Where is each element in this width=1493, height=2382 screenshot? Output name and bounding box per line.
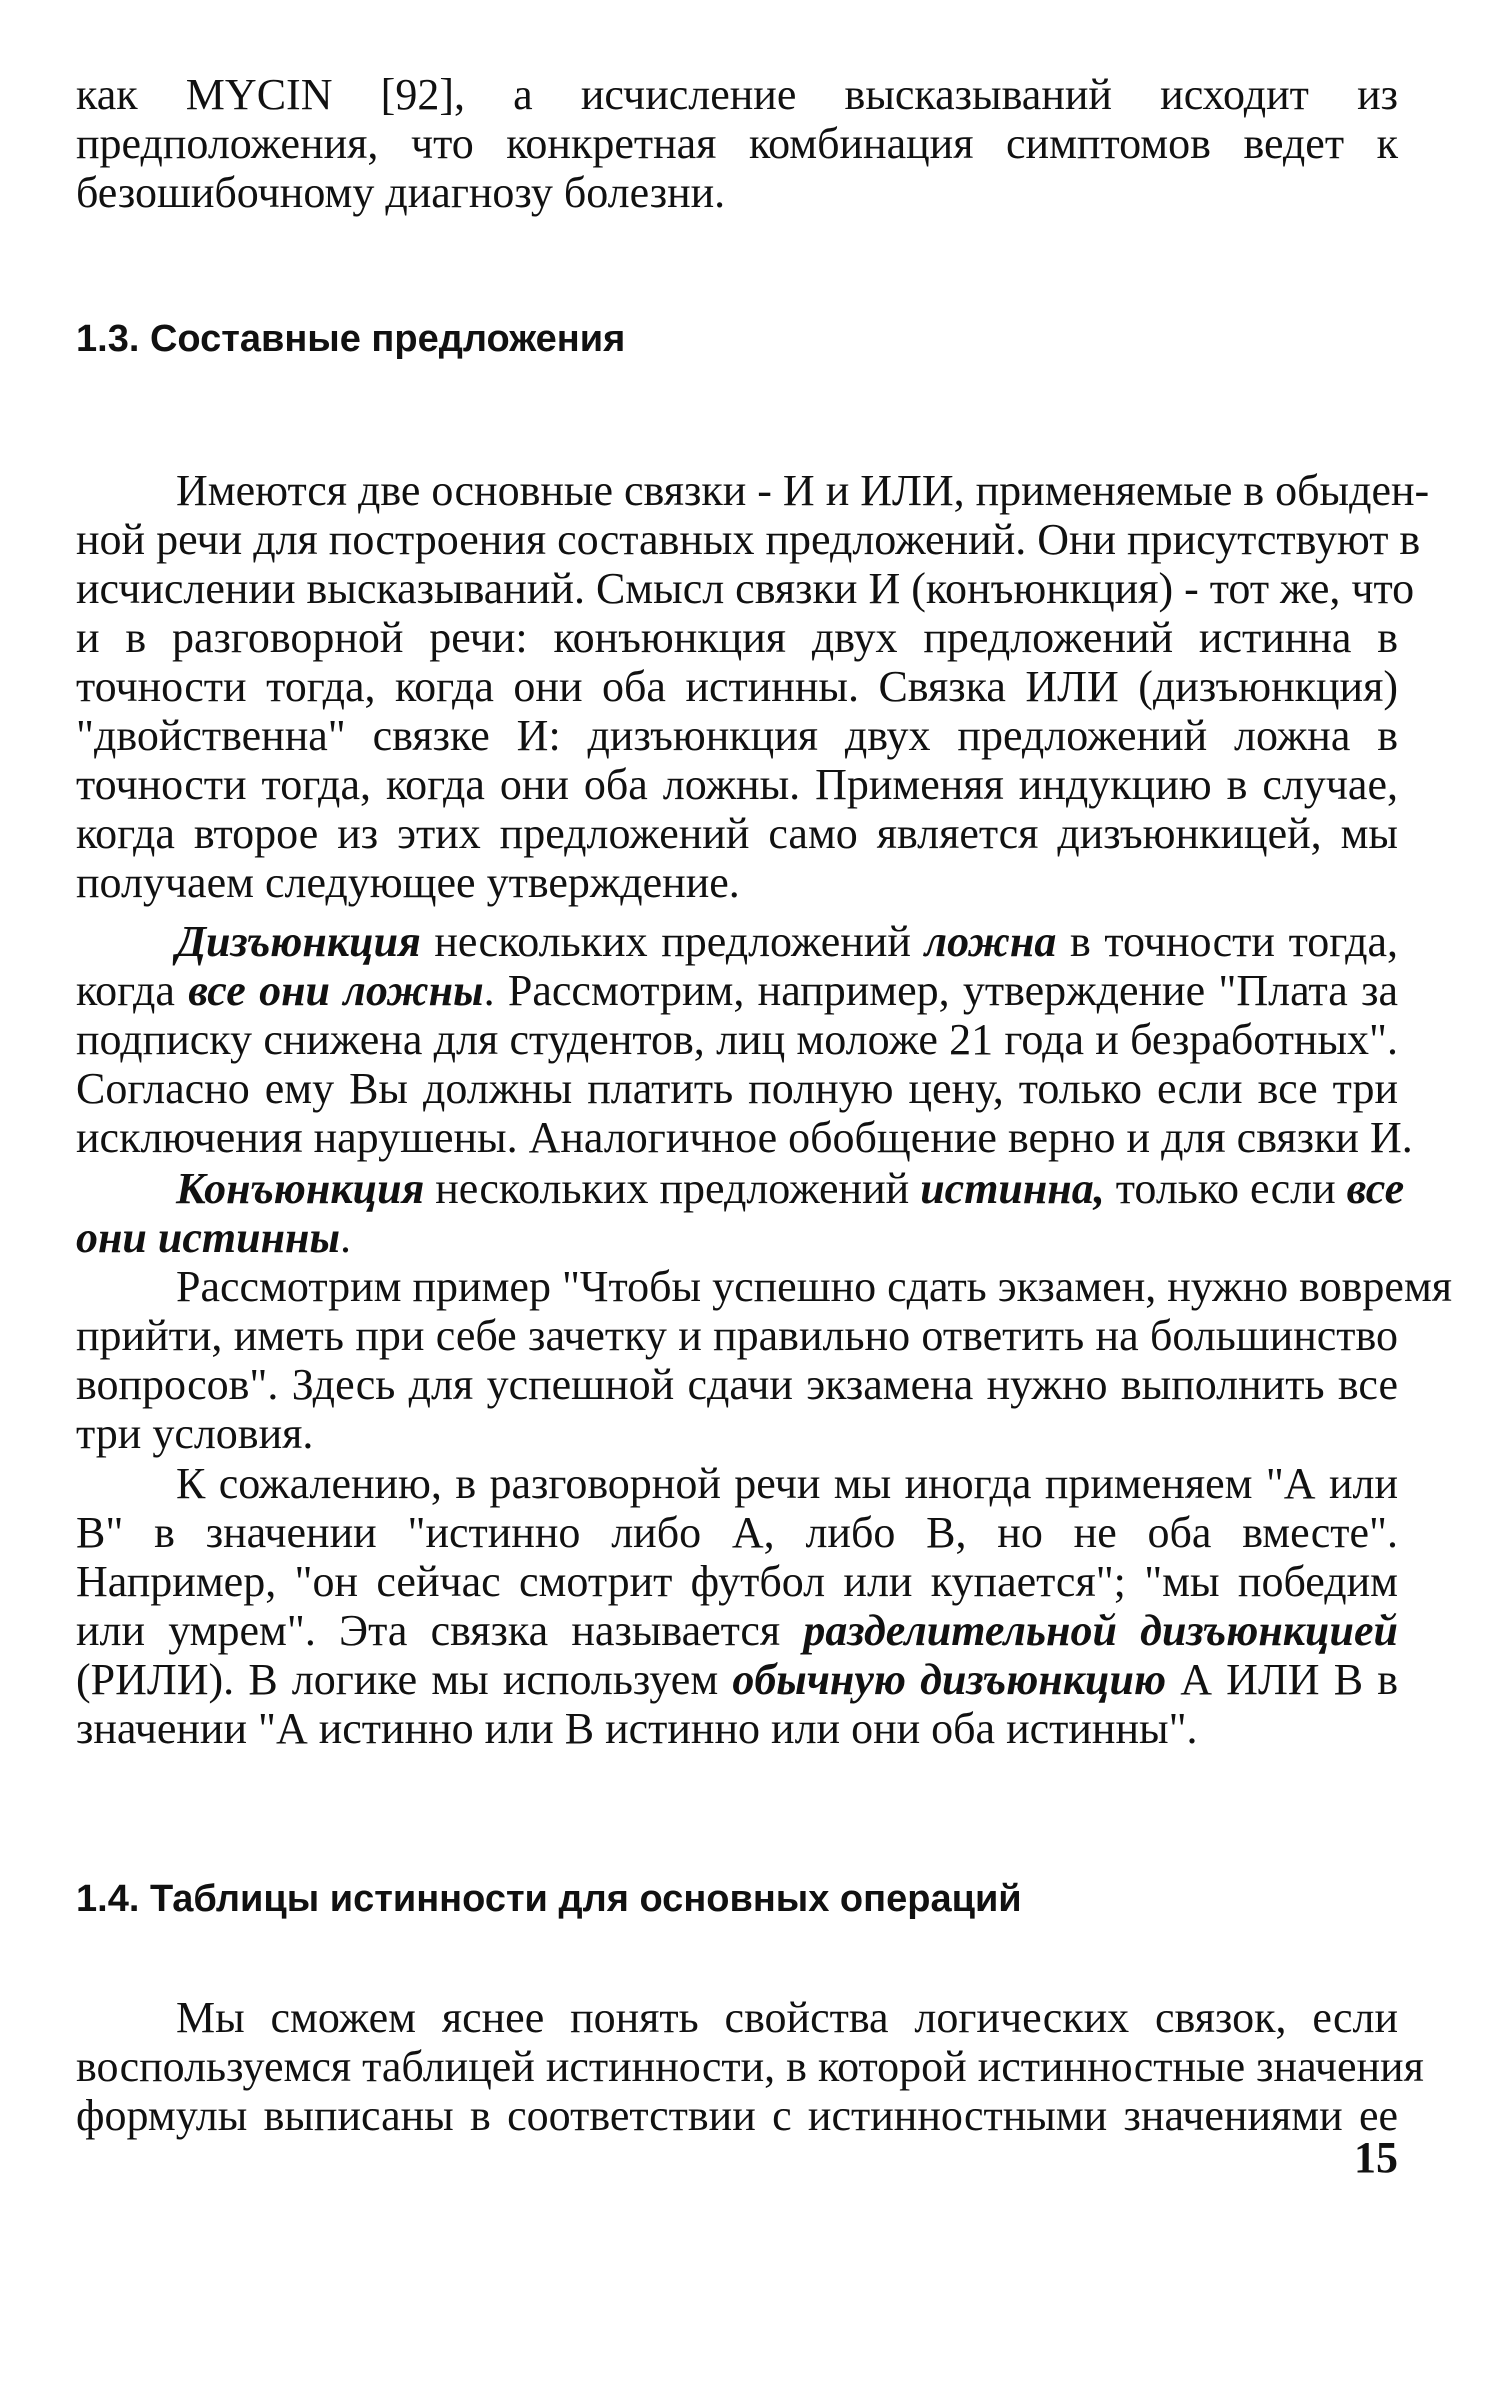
text-line: "двойственна" связке И: дизъюнкция двух предложений ложна в [76,711,1398,760]
emphasis: все они ложны [188,966,484,1015]
section-heading-1-4: 1.4. Таблицы истинности для основных операций [76,1878,1022,1920]
section-heading-1-3: 1.3. Составные предложения [76,318,626,360]
text-line: получаем следующее утверждение. [76,858,740,907]
paragraph-1-3-disjunction [76,917,1413,1162]
emphasis: ложна [924,917,1057,966]
text-line: они истинны. [76,1213,351,1262]
paragraph-1-3-exam-example [76,1262,1453,1458]
text-line: исчислении высказываний. Смысл связки И (конъюнкция) - тот же, что [76,564,1415,613]
text-line: Конъюнкция нескольких предложений истинна, только если все [176,1164,1405,1213]
page-number: 15 [1354,2133,1398,2182]
text-line: Мы сможем яснее понять свойства логических связок, если [176,1993,1398,2042]
text-line: значении "А истинно или В истинно или они оба истинны". [76,1704,1198,1753]
text-line: подписку снижена для студентов, лиц моложе 21 года и безработных". [76,1015,1398,1064]
paragraph-1-3-conjunction [76,1164,1405,1262]
emphasis: Дизъюнкция [176,917,421,966]
text-line: точности тогда, когда они оба истинны. Связка ИЛИ (дизъюнкция) [76,662,1398,711]
text-line: формулы выписаны в соответствии с истинностными значениями ее [76,2091,1398,2140]
text-line: безошибочному диагнозу болезни. [76,168,726,217]
text-line: В" в значении "истинно либо А, либо В, но не оба вместе". [76,1508,1398,1557]
text-line: или умрем". Эта связка называется разделительной дизъюнкцией [76,1606,1398,1655]
emphasis: истинна, [920,1164,1105,1213]
text-line: исключения нарушены. Аналогичное обобщение верно и для связки И. [76,1113,1413,1162]
text-line: прийти, иметь при себе зачетку и правильно ответить на большинство [76,1311,1398,1360]
text-line: ной речи для построения составных предложений. Они присутствуют в [76,515,1421,564]
emphasis: обычную дизъюнкцию [732,1655,1167,1704]
paragraph-1-3-exclusive-or [76,1459,1398,1753]
text-line: и в разговорной речи: конъюнкция двух предложений истинна в [76,613,1398,662]
text-line: воспользуемся таблицей истинности, в которой истинностные значения [76,2042,1424,2091]
text-line: предположения, что конкретная комбинация симптомов ведет к [76,119,1398,168]
emphasis: все [1346,1164,1405,1213]
paragraph-1-4-truth-tables [76,1993,1424,2140]
text-line: вопросов". Здесь для успешной сдачи экзамена нужно выполнить все [76,1360,1398,1409]
text-line: три условия. [76,1409,314,1458]
intro-paragraph [76,70,1398,217]
text-line: как MYCIN [92], а исчисление высказываний исходит из [76,70,1398,119]
text-line: Например, "он сейчас смотрит футбол или купается"; "мы победим [76,1557,1398,1606]
text-line: Рассмотрим пример "Чтобы успешно сдать экзамен, нужно вовремя [176,1262,1453,1311]
text-line: К сожалению, в разговорной речи мы иногда применяем "А или [176,1459,1398,1508]
text-line: Дизъюнкция нескольких предложений ложна в точности тогда, [176,917,1398,966]
emphasis: Конъюнкция [176,1164,425,1213]
emphasis: они истинны [76,1213,340,1262]
text-line: точности тогда, когда они оба ложны. Применяя индукцию в случае, [76,760,1398,809]
text-line: (РИЛИ). В логике мы используем обычную дизъюнкцию А ИЛИ В в [76,1655,1398,1704]
text-line: Согласно ему Вы должны платить полную цену, только если все три [76,1064,1398,1113]
text-line: когда второе из этих предложений само является дизъюнкицей, мы [76,809,1398,858]
text-line: Имеются две основные связки - И и ИЛИ, применяемые в обыден- [176,466,1430,515]
paragraph-1-3-connectives [76,466,1430,907]
text-line: когда все они ложны. Рассмотрим, например, утверждение "Плата за [76,966,1398,1015]
emphasis: разделительной дизъюнкцией [803,1606,1398,1655]
